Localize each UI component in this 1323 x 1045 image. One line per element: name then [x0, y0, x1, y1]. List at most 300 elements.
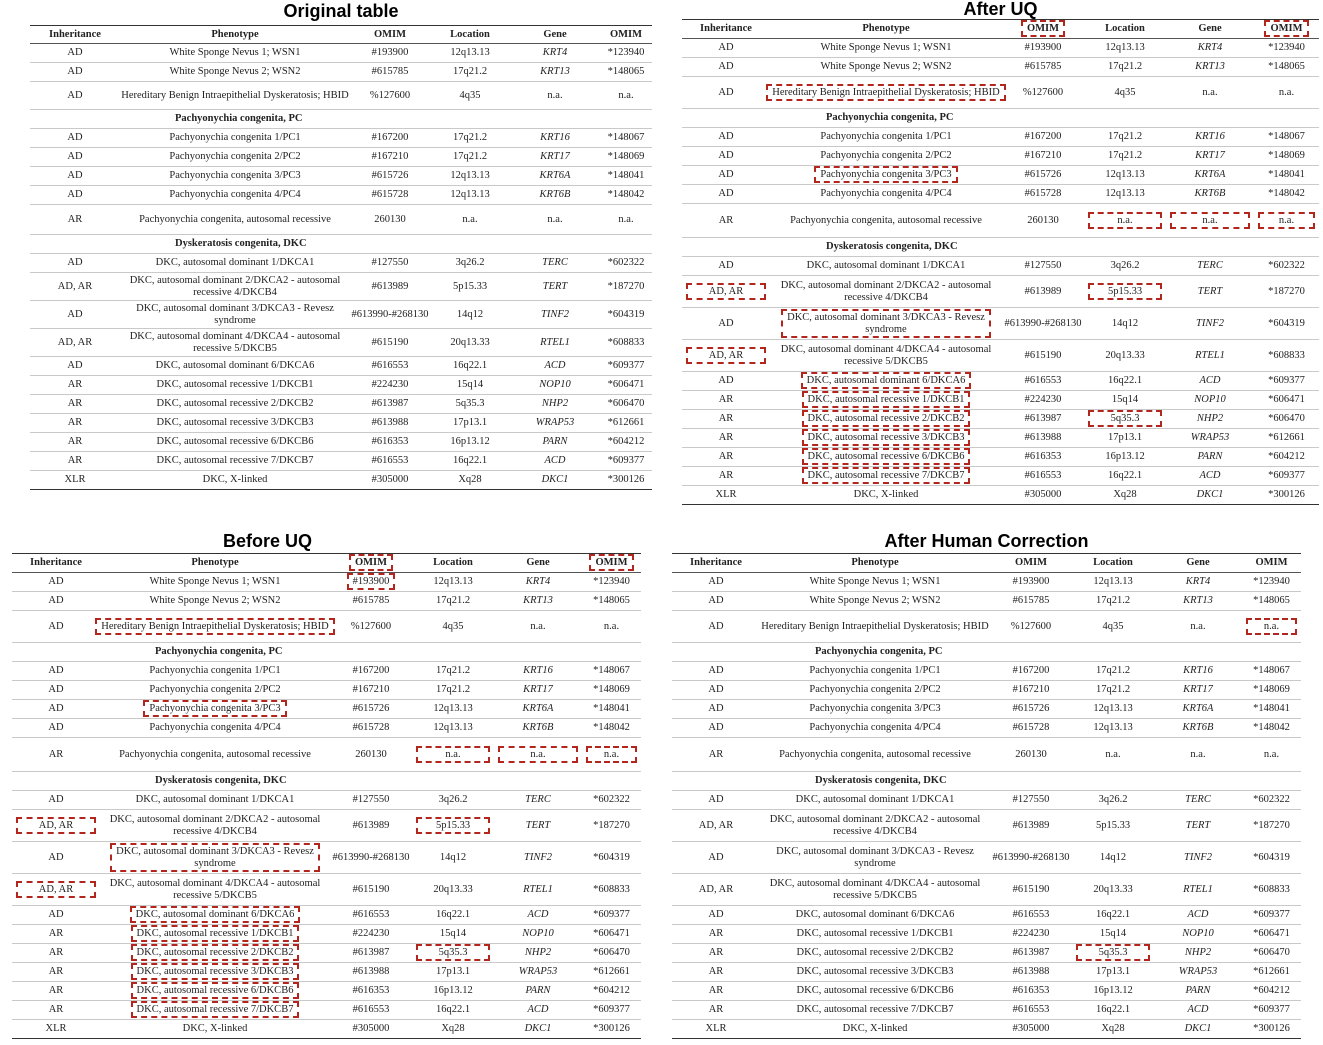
section-title: Dyskeratosis congenita, DKC [155, 775, 287, 786]
cell-omim-2: *187270 [1268, 285, 1305, 297]
cell-phenotype: White Sponge Nevus 2; WSN2 [809, 595, 941, 606]
cell-inheritance: AR [708, 748, 724, 760]
cell-inheritance: AD [718, 42, 734, 53]
cell-omim: #615726 [1024, 169, 1062, 180]
cell-omim: #613988 [1024, 432, 1062, 443]
cell-omim-2: *606470 [593, 947, 630, 958]
cell-phenotype: Pachyonychia congenita 1/PC1 [809, 665, 941, 676]
table-row [682, 308, 1319, 340]
cell-location: 17q21.2 [435, 684, 471, 695]
cell-gene: NHP2 [1184, 947, 1212, 958]
cell-gene: WRAP53 [535, 417, 575, 428]
cell-gene: KRT6A [1194, 169, 1226, 180]
cell-location: 4q35 [1114, 86, 1136, 98]
table-row [12, 1001, 641, 1020]
cell-omim-2: *148041 [1253, 703, 1290, 714]
cell-omim-2: *609377 [607, 455, 645, 466]
cell-omim: #167210 [371, 151, 409, 162]
cell-omim-2: *148041 [607, 170, 645, 181]
cell-omim-2: *148042 [1253, 722, 1290, 733]
cell-omim-2: *602322 [607, 257, 645, 268]
cell-gene: NOP10 [539, 379, 571, 390]
cell-gene: KRT6A [1182, 703, 1214, 714]
cell-location: 17p13.1 [1107, 432, 1143, 443]
cell-phenotype: Hereditary Benign Intraepithelial Dyskeratosis; HBID [761, 620, 989, 632]
cell-inheritance: AD [708, 722, 724, 733]
cell-omim-2: *148069 [593, 684, 630, 695]
cell-gene: TERT [525, 819, 551, 831]
cell-inheritance: AR [67, 379, 83, 390]
column-header-location: Location [412, 554, 494, 573]
column-header-omim-2: OMIM [1242, 554, 1301, 573]
cell-omim: #615190 [371, 336, 409, 348]
cell-inheritance: AD [718, 61, 734, 72]
cell-omim: #167200 [371, 132, 409, 143]
table-row [12, 592, 641, 611]
cell-inheritance: AD [718, 375, 734, 386]
cell-omim: #224230 [1012, 928, 1050, 939]
cell-omim: #616553 [371, 360, 409, 371]
table-row [672, 611, 1301, 643]
cell-location: 14q12 [1099, 851, 1127, 863]
cell-phenotype: Pachyonychia congenita 1/PC1 [169, 132, 301, 143]
table-row [672, 681, 1301, 700]
cell-omim-2: *123940 [593, 576, 630, 587]
cell-omim-2: *606471 [607, 379, 645, 390]
table-row [682, 39, 1319, 58]
cell-omim: #615728 [1012, 722, 1050, 733]
cell-inheritance: AR [708, 1004, 724, 1015]
cell-phenotype: Pachyonychia congenita 4/PC4 [809, 722, 941, 733]
cell-gene: RTEL1 [523, 883, 553, 895]
table-row [30, 205, 652, 235]
cell-omim-2: *148042 [1268, 188, 1305, 199]
cell-omim-2: *148067 [593, 665, 630, 676]
cell-location: 16q22.1 [1107, 470, 1143, 481]
cell-inheritance: AD [48, 665, 64, 676]
cell-omim: #305000 [352, 1023, 390, 1034]
cell-omim: #616553 [1024, 375, 1062, 386]
cell-location: 12q13.13 [450, 189, 490, 200]
section-title: Dyskeratosis congenita, DKC [175, 238, 307, 249]
cell-inheritance: AR [48, 1004, 64, 1015]
cell-inheritance: AD, AR [708, 285, 744, 297]
section-row [672, 772, 1301, 791]
cell-phenotype: DKC, autosomal recessive 1/DKCB1 [136, 928, 294, 939]
cell-omim: #615785 [371, 66, 409, 77]
table-row [672, 842, 1301, 874]
cell-omim: #615726 [1012, 703, 1050, 714]
cell-gene: TERC [542, 257, 568, 268]
table-row [672, 982, 1301, 1001]
cell-omim: #193900 [352, 576, 390, 587]
column-header-phenotype: Phenotype [100, 554, 330, 573]
cell-omim: #167210 [352, 684, 390, 695]
cell-phenotype: White Sponge Nevus 2; WSN2 [820, 61, 952, 72]
cell-omim: #613989 [352, 819, 390, 831]
cell-omim-2: *148067 [1253, 665, 1290, 676]
cell-inheritance: AD [67, 151, 83, 162]
cell-inheritance: AD [67, 257, 83, 268]
cell-gene: TINF2 [1195, 317, 1224, 329]
header-row [682, 20, 1319, 39]
cell-location: n.a. [462, 213, 478, 225]
table-row [30, 414, 652, 433]
table-row [672, 944, 1301, 963]
cell-inheritance: AR [67, 436, 83, 447]
cell-omim: #224230 [371, 379, 409, 390]
cell-phenotype: Pachyonychia congenita, autosomal recessive [790, 214, 982, 226]
cell-omim: 260130 [1027, 214, 1059, 226]
cell-omim: %127600 [350, 620, 392, 632]
cell-gene: n.a. [1202, 86, 1218, 98]
cell-omim: #616553 [371, 455, 409, 466]
cell-inheritance: AD [67, 89, 83, 101]
cell-location: 14q12 [456, 308, 484, 320]
cell-location: 5q35.3 [438, 947, 468, 958]
cell-location: 17q21.2 [1107, 61, 1143, 72]
cell-omim-2: *604212 [1268, 451, 1305, 462]
cell-phenotype: White Sponge Nevus 2; WSN2 [149, 595, 281, 606]
cell-location: 15q14 [1099, 928, 1127, 939]
cell-gene: ACD [1187, 909, 1209, 920]
cell-inheritance: AR [708, 985, 724, 996]
table-row [682, 448, 1319, 467]
cell-gene: KRT13 [1183, 595, 1213, 606]
table-row [12, 810, 641, 842]
data-table [682, 19, 1319, 505]
cell-location: 20q13.33 [1105, 349, 1145, 361]
cell-location: 20q13.33 [433, 883, 473, 895]
cell-location: 16q22.1 [435, 909, 471, 920]
cell-inheritance: AD [718, 260, 734, 271]
cell-omim: #224230 [352, 928, 390, 939]
cell-omim: #615726 [352, 703, 390, 714]
section-title: Dyskeratosis congenita, DKC [826, 241, 958, 252]
cell-inheritance: AD [67, 66, 83, 77]
cell-omim: #613987 [371, 398, 409, 409]
table-row [672, 662, 1301, 681]
cell-inheritance: AD [67, 170, 83, 181]
cell-omim-2: *606470 [1253, 947, 1290, 958]
cell-inheritance: XLR [715, 489, 737, 500]
cell-omim-2: *609377 [1253, 909, 1290, 920]
cell-phenotype: Pachyonychia congenita 3/PC3 [820, 169, 952, 180]
cell-inheritance: AD [718, 131, 734, 142]
cell-omim-2: *300126 [1253, 1023, 1290, 1034]
cell-omim: #167210 [1024, 150, 1062, 161]
cell-inheritance: AD, AR [708, 349, 744, 361]
cell-phenotype: Pachyonychia congenita 2/PC2 [149, 684, 281, 695]
table-row [30, 63, 652, 82]
cell-omim: #613987 [1024, 413, 1062, 424]
section-title: Pachyonychia congenita, PC [826, 112, 954, 123]
cell-omim: #616553 [352, 909, 390, 920]
cell-phenotype: DKC, autosomal recessive 7/DKCB7 [796, 1004, 954, 1015]
cell-inheritance: AD [67, 308, 83, 320]
cell-omim: #167200 [352, 665, 390, 676]
cell-inheritance: AD [718, 188, 734, 199]
cell-gene: n.a. [1202, 214, 1218, 226]
cell-omim: #613987 [352, 947, 390, 958]
cell-omim-2: *606471 [1268, 394, 1305, 405]
cell-location: n.a. [445, 748, 461, 760]
table-row [12, 719, 641, 738]
table-row [682, 467, 1319, 486]
cell-inheritance: AD [718, 150, 734, 161]
cell-gene: TERC [1197, 260, 1223, 271]
cell-omim-2: *604212 [607, 436, 645, 447]
cell-phenotype: DKC, X-linked [182, 1023, 248, 1034]
cell-location: 17q21.2 [1107, 131, 1143, 142]
cell-inheritance: AR [718, 470, 734, 481]
cell-gene: TINF2 [1183, 851, 1212, 863]
section-row [672, 643, 1301, 662]
cell-omim-2: *148065 [1253, 595, 1290, 606]
cell-phenotype: Pachyonychia congenita 2/PC2 [820, 150, 952, 161]
cell-omim: #305000 [1012, 1023, 1050, 1034]
cell-inheritance: AR [718, 451, 734, 462]
table-row [682, 204, 1319, 238]
cell-inheritance: AR [708, 966, 724, 977]
cell-omim: #613989 [1024, 285, 1062, 297]
cell-inheritance: AD [708, 851, 724, 863]
section-row [12, 643, 641, 662]
cell-gene: NHP2 [524, 947, 552, 958]
cell-omim: 260130 [355, 748, 387, 760]
cell-location: 12q13.13 [433, 703, 473, 714]
cell-omim-2: *602322 [1253, 794, 1290, 805]
cell-phenotype: Pachyonychia congenita 3/PC3 [809, 703, 941, 714]
cell-gene: ACD [544, 360, 566, 371]
table-row [682, 372, 1319, 391]
cell-gene: KRT4 [1197, 42, 1223, 53]
table-row [682, 58, 1319, 77]
table-row [30, 301, 652, 329]
cell-inheritance: AD [708, 620, 724, 632]
table-row [672, 963, 1301, 982]
cell-gene: TERC [525, 794, 551, 805]
cell-phenotype: DKC, autosomal dominant 6/DKCA6 [155, 360, 315, 371]
table-row [672, 592, 1301, 611]
cell-gene: DKC1 [541, 474, 569, 485]
table-row [682, 486, 1319, 505]
cell-inheritance: AR [718, 413, 734, 424]
cell-location: Xq28 [441, 1023, 465, 1034]
table-row [682, 410, 1319, 429]
cell-phenotype: DKC, autosomal recessive 3/DKCB3 [156, 417, 314, 428]
cell-gene: RTEL1 [1195, 349, 1225, 361]
cell-omim-2: *602322 [593, 794, 630, 805]
cell-omim-2: *148069 [1253, 684, 1290, 695]
cell-location: 12q13.13 [450, 47, 490, 58]
table-row [672, 791, 1301, 810]
cell-location: 17q21.2 [452, 151, 488, 162]
cell-omim: #615728 [352, 722, 390, 733]
cell-inheritance: AD [708, 684, 724, 695]
cell-gene: ACD [1199, 375, 1221, 386]
cell-gene: n.a. [530, 620, 546, 632]
cell-gene: RTEL1 [1183, 883, 1213, 895]
cell-omim-2: *612661 [607, 417, 645, 428]
cell-gene: KRT13 [1195, 61, 1225, 72]
cell-phenotype: DKC, autosomal dominant 6/DKCA6 [806, 375, 966, 386]
cell-omim: #613990-#268130 [992, 851, 1070, 863]
column-header-location: Location [430, 26, 510, 44]
cell-phenotype: DKC, autosomal dominant 2/DKCA2 - autosomal recessive 4/DKCB4 [129, 274, 341, 298]
header-row [672, 554, 1301, 573]
cell-omim: 260130 [374, 213, 406, 225]
cell-inheritance: AD [708, 703, 724, 714]
cell-omim: %127600 [1022, 86, 1064, 98]
cell-phenotype: Pachyonychia congenita 4/PC4 [169, 189, 301, 200]
panel-title: Original table [283, 1, 399, 21]
cell-location: Xq28 [458, 474, 482, 485]
table-row [682, 77, 1319, 109]
cell-location: 3q26.2 [438, 794, 468, 805]
cell-omim-2: *612661 [593, 966, 630, 977]
column-header-omim: OMIM [350, 26, 430, 44]
cell-location: 16q22.1 [452, 360, 488, 371]
cell-omim-2: *609377 [1268, 470, 1305, 481]
cell-location: 12q13.13 [1093, 722, 1133, 733]
cell-inheritance: AD [708, 794, 724, 805]
cell-omim: #613988 [1012, 966, 1050, 977]
cell-omim-2: *123940 [607, 47, 645, 58]
cell-omim-2: *604319 [593, 851, 630, 863]
cell-omim: #616353 [371, 436, 409, 447]
cell-phenotype: DKC, autosomal dominant 6/DKCA6 [795, 909, 955, 920]
cell-inheritance: AR [48, 748, 64, 760]
cell-location: 14q12 [439, 851, 467, 863]
table-row [682, 257, 1319, 276]
cell-omim: #127550 [1012, 794, 1050, 805]
cell-omim: #615190 [1024, 349, 1062, 361]
cell-omim: #616553 [352, 1004, 390, 1015]
cell-omim: #615726 [371, 170, 409, 181]
cell-omim-2: n.a. [1278, 86, 1295, 98]
table-row [30, 186, 652, 205]
cell-omim-2: *148067 [607, 132, 645, 143]
cell-omim: #613990-#268130 [332, 851, 410, 863]
cell-omim-2: *148041 [1268, 169, 1305, 180]
table-row [12, 611, 641, 643]
cell-gene: PARN [1197, 451, 1223, 462]
cell-omim-2: *148065 [593, 595, 630, 606]
cell-phenotype: Hereditary Benign Intraepithelial Dyskeratosis; HBID [121, 89, 349, 101]
cell-omim: #616553 [1024, 470, 1062, 481]
table-row [12, 738, 641, 772]
table-row [30, 273, 652, 301]
table-row [682, 391, 1319, 410]
cell-location: 12q13.13 [1105, 188, 1145, 199]
cell-omim-2: *608833 [1253, 883, 1290, 895]
cell-gene: TERT [542, 280, 568, 292]
column-header-omim: OMIM [1002, 20, 1084, 39]
cell-location: 17q21.2 [435, 595, 471, 606]
cell-gene: ACD [1187, 1004, 1209, 1015]
cell-gene: DKC1 [524, 1023, 552, 1034]
cell-location: 5p15.33 [1107, 285, 1143, 297]
cell-phenotype: DKC, X-linked [842, 1023, 908, 1034]
column-header-phenotype: Phenotype [760, 554, 990, 573]
column-header-gene: Gene [1166, 20, 1254, 39]
table-row [12, 842, 641, 874]
cell-omim-2: *148065 [607, 66, 645, 77]
cell-phenotype: DKC, autosomal recessive 7/DKCB7 [156, 455, 314, 466]
cell-gene: DKC1 [1184, 1023, 1212, 1034]
cell-omim: #193900 [1012, 576, 1050, 587]
cell-omim: #224230 [1024, 394, 1062, 405]
section-row [30, 110, 652, 129]
cell-location: 20q13.33 [1093, 883, 1133, 895]
cell-phenotype: Pachyonychia congenita 2/PC2 [169, 151, 301, 162]
cell-omim-2: n.a. [603, 748, 620, 760]
table-row [672, 719, 1301, 738]
cell-phenotype: DKC, autosomal dominant 1/DKCA1 [795, 794, 955, 805]
cell-location: 3q26.2 [455, 257, 485, 268]
cell-location: 3q26.2 [1098, 794, 1128, 805]
cell-gene: TINF2 [523, 851, 552, 863]
cell-inheritance: AD [48, 722, 64, 733]
cell-omim-2: *609377 [593, 1004, 630, 1015]
cell-omim: #613989 [1012, 819, 1050, 831]
cell-omim-2: *604319 [1253, 851, 1290, 863]
cell-location: 17q21.2 [1095, 665, 1131, 676]
cell-inheritance: AD [718, 317, 734, 329]
cell-omim-2: *606470 [607, 398, 645, 409]
cell-location: 17q21.2 [1095, 595, 1131, 606]
cell-inheritance: AR [67, 213, 83, 225]
cell-location: 16q22.1 [452, 455, 488, 466]
cell-gene: KRT16 [540, 132, 570, 143]
cell-location: 20q13.33 [450, 336, 490, 348]
cell-inheritance: AD, AR [57, 336, 93, 348]
panel-before-uq [12, 530, 641, 1042]
cell-phenotype: DKC, autosomal recessive 2/DKCB2 [136, 947, 294, 958]
cell-omim-2: *604319 [607, 308, 645, 320]
cell-phenotype: DKC, autosomal dominant 2/DKCA2 - autosomal recessive 4/DKCB4 [109, 813, 321, 837]
cell-location: 12q13.13 [450, 170, 490, 181]
cell-gene: RTEL1 [540, 336, 570, 348]
cell-inheritance: AD [48, 851, 64, 863]
column-header-gene: Gene [494, 554, 582, 573]
cell-phenotype: DKC, autosomal dominant 4/DKCA4 - autosomal recessive 5/DKCB5 [769, 877, 981, 901]
cell-phenotype: DKC, autosomal recessive 6/DKCB6 [807, 451, 965, 462]
cell-location: 5p15.33 [435, 819, 471, 831]
cell-omim: #305000 [371, 474, 409, 485]
cell-omim-2: *148042 [607, 189, 645, 200]
table-row [672, 1020, 1301, 1039]
table-row [682, 128, 1319, 147]
cell-phenotype: DKC, autosomal recessive 1/DKCB1 [796, 928, 954, 939]
cell-omim: #616553 [1012, 909, 1050, 920]
cell-inheritance: AR [48, 966, 64, 977]
cell-gene: PARN [525, 985, 551, 996]
cell-inheritance: AR [718, 432, 734, 443]
cell-omim-2: *608833 [1268, 349, 1305, 361]
panel-after-uq [682, 0, 1319, 512]
cell-omim: #615785 [1024, 61, 1062, 72]
cell-omim-2: *606471 [593, 928, 630, 939]
column-header-omim: OMIM [990, 554, 1072, 573]
cell-gene: PARN [1185, 985, 1211, 996]
cell-omim: #127550 [352, 794, 390, 805]
cell-location: 16p13.12 [433, 985, 473, 996]
table-row [12, 681, 641, 700]
cell-phenotype: Pachyonychia congenita 4/PC4 [149, 722, 281, 733]
cell-location: 4q35 [1102, 620, 1124, 632]
